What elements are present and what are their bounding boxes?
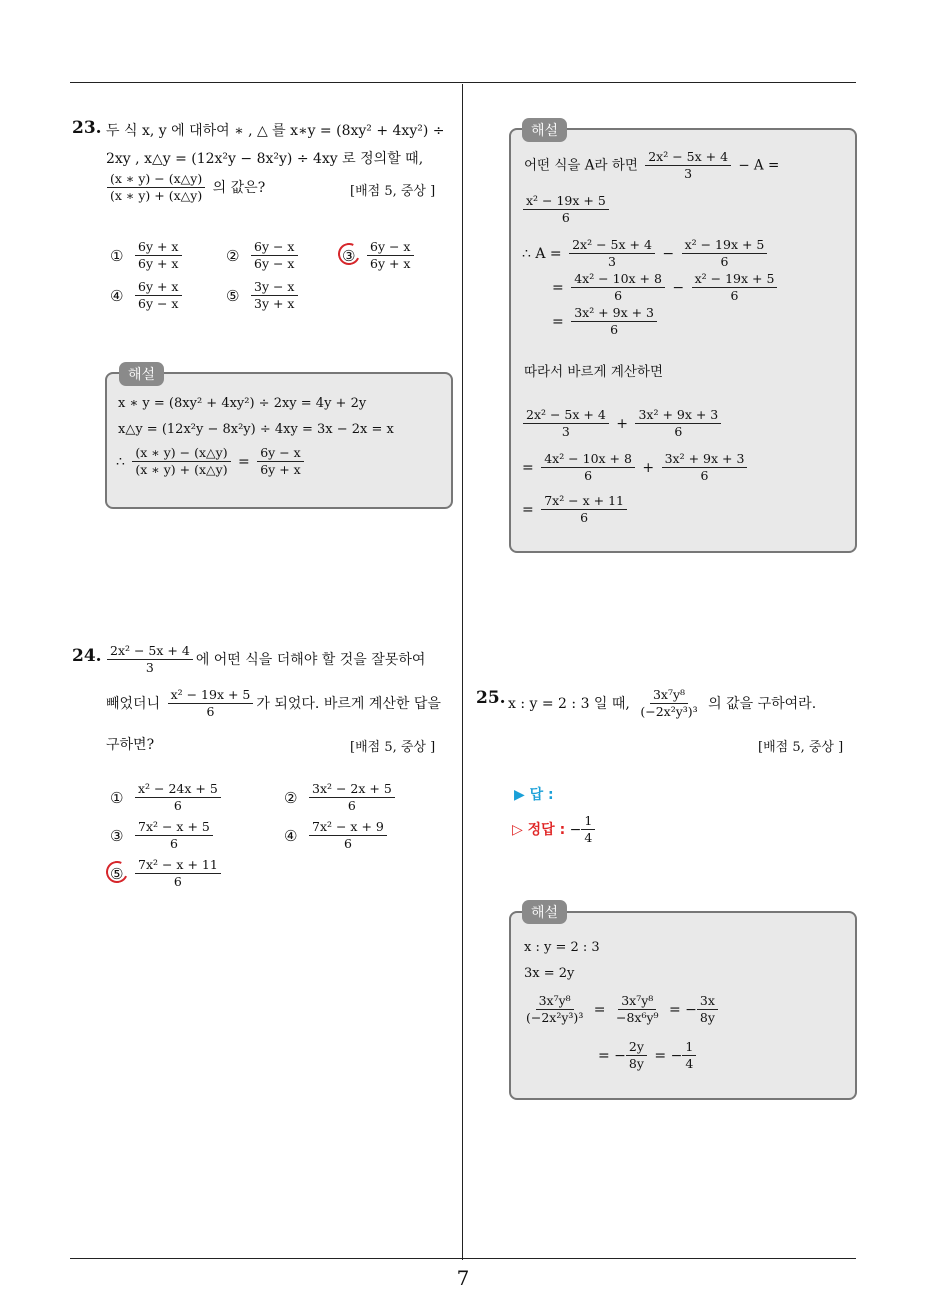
question-number: 24. [72,646,102,666]
choice-5-selected[interactable]: ⑤ $\frac{\text{7x² − x + 11}}{6}$ [110,858,224,890]
explanation-line3: ∴ $\frac{(x ∗ y) - (x\triangle y)}{(x ∗ y) + (x\triangle y)}$ = $\frac{6y - x}{6y + x}$ [116,446,307,478]
explain-mid-text: 따라서 바르게 계산하면 [524,364,663,380]
question-text: x : y = 2 : 3 일 때, $\frac{\text{3x⁷y⁸}}{\text{(−2x²y³)³}}$ 의 값을 구하여라. [508,687,817,720]
bottom-rule [70,1258,856,1259]
question-text-line1: $\frac{\text{2x² − 5x + 4}}{3}$ 에 어떤 식을 더해야 할 것을 잘못하여 [104,644,425,676]
explain-step2: = $\frac{\text{4x² − 10x + 8}}{6}$ − $\frac{\text{x² − 19x + 5}}{6}$ [552,272,780,304]
choice-2[interactable]: ② $\frac{6y - x}{6y - x}$ [226,240,301,272]
choice-1[interactable]: ① $\frac{6y + x}{6y + x}$ [110,240,185,272]
question-number: 23. [72,118,102,138]
explain-calc3: = $\frac{\text{7x² − x + 11}}{6}$ [522,494,630,526]
page-number: 7 [456,1266,470,1290]
question-text-line2: 빼었더니 $\frac{\text{x² − 19x + 5}}{6}$ 가 되었다. 바르게 계산한 답을 [106,687,441,720]
explain-line3: $\frac{\text{3x⁷y⁸}}{\text{(−2x²y³)³}}$ = $\frac{\text{3x⁷y⁸}}{\text{−8x⁶y⁹}}$ = − $\frac{3x}{8y}$ [520,994,721,1026]
choice-2[interactable]: ② $\frac{\text{3x² − 2x + 5}}{6}$ [284,782,398,814]
explain-line2: 3x = 2y [524,966,575,981]
top-rule [70,82,856,83]
explain-intro-2: $\frac{\text{x² − 19x + 5}}{6}$ [520,194,612,226]
question-text-line1: 두 식 x, y 에 대하여 ∗ , △ 를 x∗y = (8xy² + 4xy²) ÷ [106,123,445,139]
score-label: [배점 5, 중상 ] [350,740,436,755]
explain-step3: = $\frac{\text{3x² + 9x + 3}}{6}$ [552,306,660,338]
answer-input-label[interactable]: ▶ 답 : [514,787,554,803]
question-text-line2: 2xy , x△y = (12x²y − 8x²y) ÷ 4xy 로 정의할 때, [106,151,424,167]
explain-step1: ∴ A = $\frac{\text{2x² − 5x + 4}}{3}$ − $\frac{\text{x² − 19x + 5}}{6}$ [522,238,770,270]
choice-5[interactable]: ⑤ $\frac{3y - x}{3y + x}$ [226,280,301,312]
explanation-tag: 해설 [119,362,164,386]
explain-intro: 어떤 식을 A라 하면 $\frac{\text{2x² − 5x + 4}}{3}$ − A = [524,149,780,182]
question-text-line3: 구하면? [106,737,155,753]
choice-1[interactable]: ① $\frac{\text{x² − 24x + 5}}{6}$ [110,782,224,814]
choice-3[interactable]: ③ $\frac{\text{7x² − x + 5}}{6}$ [110,820,216,852]
question-number: 25. [476,688,506,708]
fraction: $\frac{(x ∗ y) - (x\triangle y)}{(x ∗ y) + (x\triangle y)}$ [107,172,205,204]
explanation-line2: x△y = (12x²y − 8x²y) ÷ 4xy = 3x − 2x = x [118,422,394,437]
answer-circle-mark [335,240,363,268]
correct-answer: ▷ 정답 : − $\frac{1}{4}$ [512,814,598,846]
choice-4[interactable]: ④ $\frac{\text{7x² − x + 9}}{6}$ [284,820,390,852]
score-label: [배점 5, 중상 ] [758,740,844,755]
answer-circle-mark [103,858,131,886]
score-label: [배점 5, 중상 ] [350,184,436,199]
explanation-tag: 해설 [522,118,567,142]
explain-calc1: $\frac{\text{2x² − 5x + 4}}{3}$ + $\frac{\text{3x² + 9x + 3}}{6}$ [520,408,724,440]
choice-4[interactable]: ④ $\frac{6y + x}{6y - x}$ [110,280,185,312]
explanation-tag: 해설 [522,900,567,924]
explanation-box [105,372,453,509]
explain-line4: = − $\frac{2y}{8y}$ = − $\frac{1}{4}$ [598,1040,699,1072]
column-divider [462,84,463,1260]
question-expression: $\frac{(x ∗ y) - (x\triangle y)}{(x ∗ y) + (x\triangle y)}$ 의 값은? [104,172,265,204]
choice-3-selected[interactable]: ③ $\frac{6y - x}{6y + x}$ [342,240,417,272]
explanation-line1: x ∗ y = (8xy² + 4xy²) ÷ 2xy = 4y + 2y [118,396,367,411]
explain-line1: x : y = 2 : 3 [524,940,600,955]
explain-calc2: = $\frac{\text{4x² − 10x + 8}}{6}$ + $\frac{\text{3x² + 9x + 3}}{6}$ [522,452,750,484]
explanation-box [509,128,857,553]
